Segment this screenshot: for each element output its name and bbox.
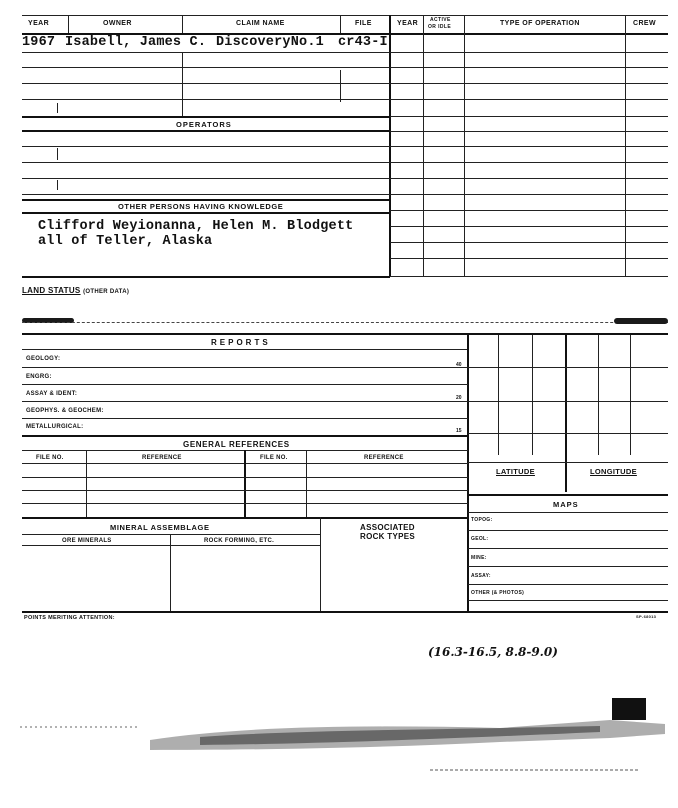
divider <box>22 503 468 504</box>
divider <box>182 52 183 116</box>
divider <box>170 534 171 611</box>
divider <box>22 401 468 402</box>
divider <box>182 15 183 33</box>
divider <box>468 566 668 567</box>
divider <box>598 335 599 455</box>
divider <box>340 70 341 102</box>
divider <box>320 517 321 611</box>
header-year-2: YEAR <box>397 20 419 27</box>
divider <box>390 242 668 243</box>
divider <box>468 401 668 402</box>
gr-header-reference-2: REFERENCE <box>364 455 404 461</box>
header-year: YEAR <box>28 20 50 27</box>
divider <box>22 611 668 613</box>
divider <box>498 335 499 455</box>
gr-header-file-no-1: FILE NO. <box>36 455 64 461</box>
divider <box>22 178 390 179</box>
divider <box>22 333 668 335</box>
divider <box>22 435 468 437</box>
divider <box>57 103 58 113</box>
land-status-label <box>22 286 129 295</box>
operators-label: OPERATORS <box>176 120 232 129</box>
maps-assay: ASSAY: <box>471 573 491 579</box>
latitude-label: LATITUDE <box>496 467 535 476</box>
divider <box>57 148 58 160</box>
divider <box>22 146 390 147</box>
divider <box>22 418 468 419</box>
row-claim-name: DiscoveryNo.1 <box>216 35 324 50</box>
divider <box>390 131 668 132</box>
divider <box>22 116 390 118</box>
report-num-metallurgical: 15 <box>456 428 462 434</box>
divider <box>22 199 390 201</box>
divider <box>22 212 390 214</box>
divider <box>22 83 390 84</box>
divider <box>22 490 468 491</box>
row-file: cr43-I <box>338 35 388 50</box>
divider <box>390 258 668 259</box>
maps-topog: TOPOG: <box>471 517 493 523</box>
report-geology: GEOLOGY: <box>26 356 61 362</box>
general-references-title: GENERAL REFERENCES <box>183 440 290 449</box>
divider <box>22 384 468 385</box>
maps-mine: MINE: <box>471 555 487 561</box>
divider <box>468 512 668 513</box>
header-claim-name: CLAIM NAME <box>236 20 285 27</box>
divider <box>390 178 668 179</box>
divider <box>22 276 390 278</box>
gr-header-reference-1: REFERENCE <box>142 455 182 461</box>
report-geophys: GEOPHYS. & GEOCHEM: <box>26 408 104 414</box>
divider <box>86 450 87 517</box>
gr-header-file-no-2: FILE NO. <box>260 455 288 461</box>
divider <box>467 333 469 613</box>
divider <box>306 450 307 517</box>
divider <box>468 584 668 585</box>
divider <box>22 367 468 368</box>
scan-noise <box>0 690 678 780</box>
points-meriting-attention: POINTS MERITING ATTENTION: <box>24 615 115 621</box>
header-crew: CREW <box>633 20 656 27</box>
report-num-geology: 40 <box>456 362 462 368</box>
divider <box>565 335 567 492</box>
divider <box>630 335 631 455</box>
divider <box>390 162 668 163</box>
divider <box>390 194 668 195</box>
ore-minerals-label: ORE MINERALS <box>62 538 112 544</box>
divider <box>22 162 390 163</box>
divider <box>244 450 246 517</box>
divider <box>468 494 668 496</box>
other-persons-label: OTHER PERSONS HAVING KNOWLEDGE <box>118 202 284 211</box>
land-status-title: LAND STATUS <box>22 286 81 295</box>
header-type-of-operation: TYPE OF OPERATION <box>500 20 580 27</box>
mineral-assemblage-title: MINERAL ASSEMBLAGE <box>110 523 210 532</box>
divider <box>390 276 668 277</box>
divider <box>468 462 668 463</box>
divider <box>22 99 390 100</box>
header-file: FILE <box>355 20 372 27</box>
divider <box>390 67 668 68</box>
divider <box>390 226 668 227</box>
rock-forming-label: ROCK FORMING, ETC. <box>204 538 275 544</box>
header-active-1: ACTIVE <box>430 17 451 23</box>
divider <box>468 433 668 434</box>
divider <box>390 116 668 117</box>
divider <box>22 477 468 478</box>
land-status-sub: (OTHER DATA) <box>83 289 130 295</box>
divider <box>468 600 668 601</box>
divider <box>22 15 668 16</box>
maps-geol: GEOL: <box>471 536 489 542</box>
divider <box>22 349 468 350</box>
divider <box>468 530 668 531</box>
other-persons-line-1: Clifford Weyionanna, Helen M. Blodgett <box>38 219 354 234</box>
divider <box>68 15 69 33</box>
divider <box>57 180 58 190</box>
header-active-2: OR IDLE <box>428 24 452 30</box>
divider <box>532 335 533 455</box>
maps-title: MAPS <box>553 500 579 509</box>
ink-smudge <box>614 318 668 324</box>
associated-label-1: ASSOCIATED <box>360 523 415 532</box>
other-persons-line-2: all of Teller, Alaska <box>38 234 213 249</box>
divider <box>22 545 320 546</box>
divider <box>390 52 668 53</box>
divider <box>390 146 668 147</box>
report-metallurgical: METALLURGICAL: <box>26 424 84 430</box>
divider <box>390 83 668 84</box>
longitude-label: LONGITUDE <box>590 467 637 476</box>
report-engrg: ENGRG: <box>26 374 52 380</box>
row-owner: Isabell, James C. <box>65 35 207 50</box>
divider <box>390 99 668 100</box>
divider <box>390 210 668 211</box>
associated-label-2: ROCK TYPES <box>360 532 416 541</box>
reports-title: REPORTS <box>211 338 271 347</box>
divider <box>22 534 320 535</box>
divider <box>22 322 668 323</box>
divider <box>340 15 341 33</box>
row-year: 1967 <box>22 35 56 50</box>
report-num-assay: 20 <box>456 395 462 401</box>
header-owner: OWNER <box>103 20 132 27</box>
divider <box>22 52 390 53</box>
report-assay: ASSAY & IDENT: <box>26 391 78 397</box>
handwritten-coordinates: (16.3-16.5, 8.8-9.0) <box>428 645 558 659</box>
divider <box>22 517 468 519</box>
form-id: SP-68013 <box>636 614 657 619</box>
divider <box>22 130 390 132</box>
divider <box>22 194 390 195</box>
divider <box>468 548 668 549</box>
divider <box>468 367 668 368</box>
divider <box>22 67 390 68</box>
maps-other: OTHER (& PHOTOS) <box>471 590 525 596</box>
